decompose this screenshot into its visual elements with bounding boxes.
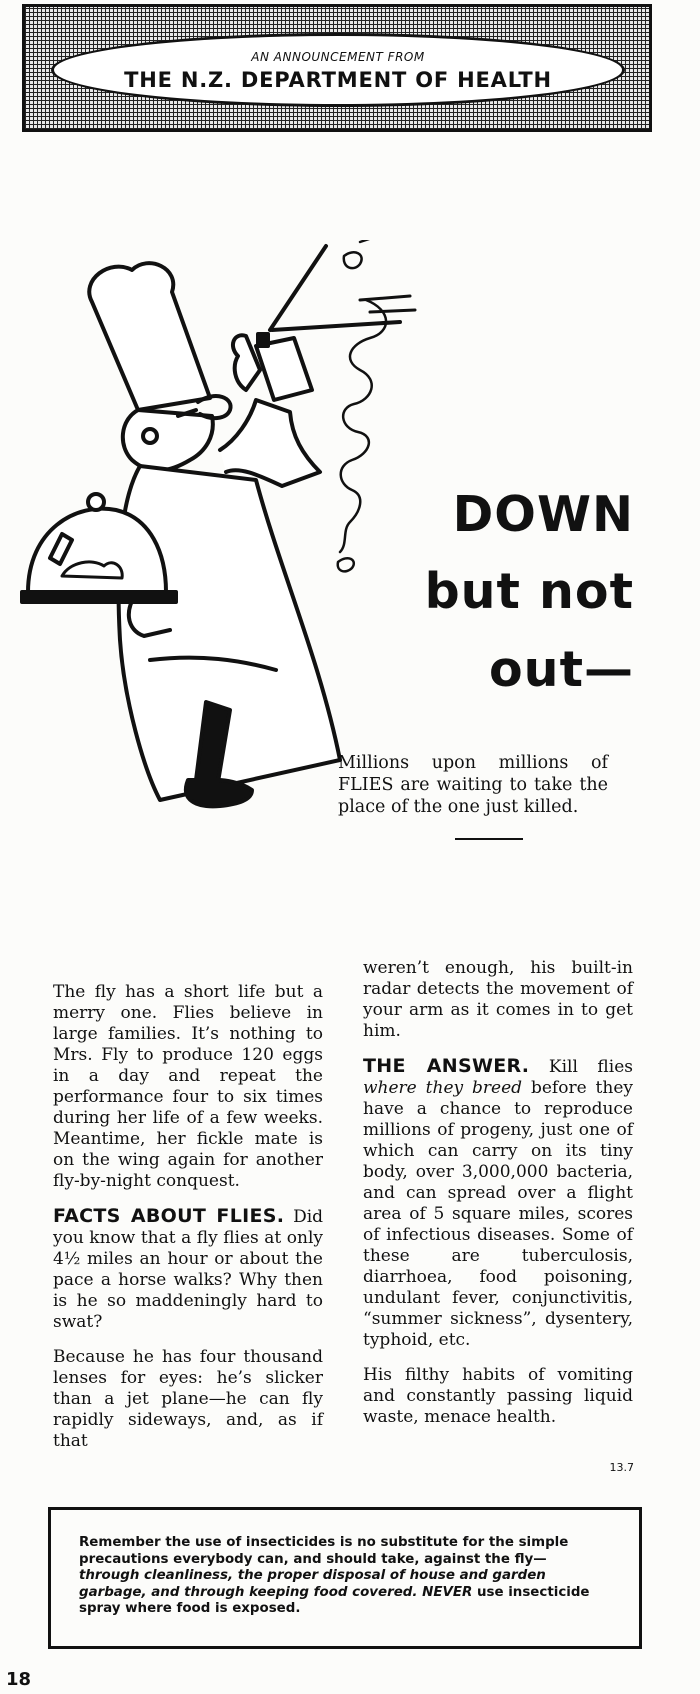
paragraph-lenses: Because he has four thousand lenses for eyes: he’s slicker than a jet plane—he can fly rapidly sideways, and, as if that (53, 1347, 323, 1451)
intro-divider (455, 838, 523, 840)
reminder-part-2: through cleanliness, the proper disposal of house and garden garbage, and through keeping food covered. NEVER (79, 1568, 546, 1600)
banner-title: THE N.Z. DEPARTMENT OF HEALTH (124, 68, 552, 92)
paragraph-fly-life: The fly has a short life but a merry one. Flies believe in large families. It’s nothing to Mrs. Fly to produce 120 eggs in a day and repeat the performance four to six times during her life of a few weeks. Meantime, her fickle mate is on the wing again for another fly-by-night conquest. (53, 982, 323, 1191)
chef-arm (220, 400, 320, 486)
answer-heading: THE ANSWER. (363, 1055, 530, 1077)
headline-line-2: but not (424, 563, 634, 620)
facts-text: Did you know that a fly flies at only 4½ miles an hour or about the pace a horse walks? Why then is he so maddeningly hard to swat? (53, 1207, 324, 1332)
answer-italic: where they breed (363, 1078, 523, 1098)
paragraph-answer (363, 1056, 633, 1351)
banner-subtitle: AN ANNOUNCEMENT FROM (251, 50, 425, 64)
right-column (363, 958, 633, 1442)
headline-line-1: DOWN (452, 486, 634, 543)
headline-line-3: out— (489, 641, 634, 698)
reference-code: 13.7 (609, 1461, 634, 1474)
reminder-part-1: Remember the use of insecticides is no substitute for the simple precautions everybody can, and should take, against the fly— (79, 1535, 569, 1567)
chef-shoe (186, 780, 252, 806)
reminder-part-3: use insecticide spray where food is exposed. (79, 1584, 590, 1616)
chef-head (123, 410, 213, 471)
banner-oval (51, 33, 625, 107)
reminder-box (48, 1507, 642, 1649)
fly-spiral (340, 300, 386, 552)
paragraph-radar: weren’t enough, his built-in radar detects the movement of your arm as it comes in to get him. (363, 958, 633, 1041)
chef-hat (89, 263, 210, 410)
food-tray (22, 592, 176, 602)
facts-heading: FACTS ABOUT FLIES. (53, 1205, 285, 1227)
paragraph-habits: His filthy habits of vomiting and constantly passing liquid waste, menace health. (363, 1365, 633, 1427)
answer-text: before they have a chance to reproduce millions of progeny, just one of which can carry on its tiny body, over 3,000,000 bacteria, and can spread over a flight area of 5 square miles, scores of infectious diseases. Some of these are tuberculosis, diarrhoea, food poisoning, undulant fever, conjunctivitis, “summer sickness”, dysentery, typhoid, etc. (363, 1078, 633, 1350)
intro-text: Millions upon millions of FLIES are waiting to take the place of the one just killed. (338, 753, 608, 817)
header-banner (22, 4, 652, 132)
page-number: 18 (6, 1669, 32, 1690)
paragraph-facts (53, 1206, 323, 1333)
answer-lead: Kill flies (548, 1057, 633, 1077)
left-column (53, 982, 323, 1466)
